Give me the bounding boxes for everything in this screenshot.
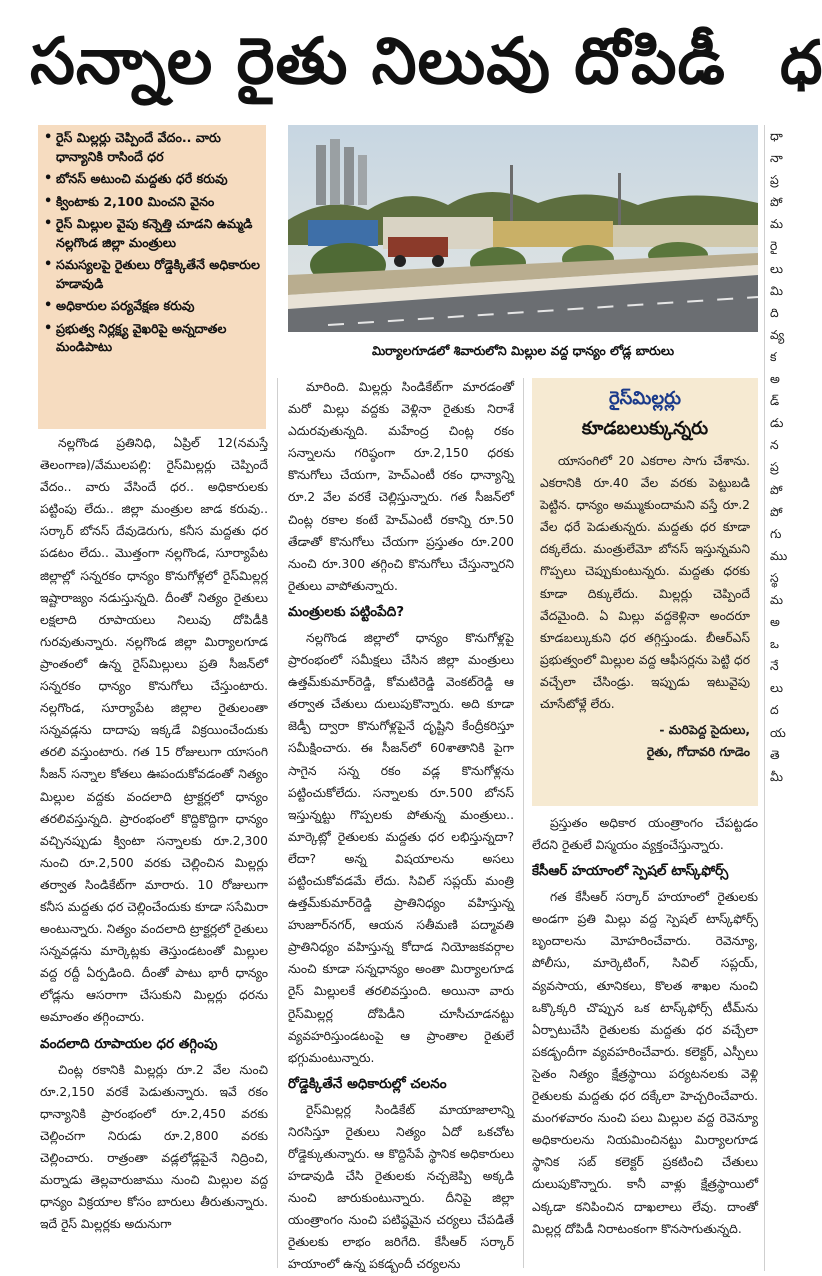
edge-fragment: మీ (770, 769, 784, 784)
highlight-item: • సమస్యలపై రైతులు రోడ్డెక్కితేనే అధికారుల హడావుడి (44, 257, 260, 291)
edge-fragment: నే (770, 659, 779, 674)
edge-fragment: అ (770, 615, 780, 630)
edge-fragment: న (770, 438, 779, 453)
edge-fragment: గు (770, 526, 782, 541)
subheading: వందలాది రూపాయల ధర తగ్గింపు (40, 1035, 218, 1052)
paragraph: ప్రస్తుతం అధికార యంత్రాంగం చేపట్టడం లేదని రైతులే విస్మయం వ్యక్తంచేస్తున్నారు. (532, 816, 758, 853)
highlight-item: • రైస్ మిల్లుల వైపు కన్నెత్తి చూడని ఉమ్మడి నల్లగొండ జిల్లా మంత్రులు (44, 216, 253, 250)
photo-caption: మిర్యాలగూడలో శివారులోని మిల్లుల వద్ద ధాన్యం లోడ్ల బారులు (371, 343, 675, 358)
paragraph: నల్లగొండ ప్రతినిధి, ఏప్రిల్ 12(నమస్తే తెలంగాణ)/వేములపల్లి: రైస్‌మిల్లర్లు చెప్పిందే వేదం.. వారు వేసిందే ధర.. అధికారులకు పట్టింపు లేదు.. జిల్లా మంత్రుల జాడ కరువు.. సర్కార్ బోనస్ దేవుడెరుగు, కనీస మద్దతు ధర పడటం లేదు.. మొత్తంగా నల్లగొండ, సూర్యాపేట జిల్లాల్లో సన్నరకం ధాన్యం కొనుగోళ్లలో రైస్‌మిల్లర్ల ఇష్టారాజ్యం నడుస్తున్నది. దీంతో నిత్యం రైతులు లక్షలాది రూపాయలు నిలువు దోపిడీకి గురవుతున్నారు. నల్లగొండ జిల్లా మిర్యాలగూడ ప్రాంతంలో ఉన్న రైస్‌మిల్లులు ప్రతి సీజన్‌లో సన్నరకం ధాన్యం కొనుగోలు చేస్తుంటారు. నల్లగొండ, సూర్యాపేట జిల్లాల రైతులంతా సన్నవడ్లను దాదాపు ఇక్కడే విక్రయించేందుకు తరలి వస్తుంటారు. గత 15 రోజులుగా యాసంగి సీజన్ సన్నాల కోతలు ఊపందుకోవడంతో నిత్యం మిల్లుల వద్దకు వందలాది ట్రాక్టర్లలో ధాన్యం తరలివస్తున్నది. ప్రారంభంలో కొద్దికొద్దిగా ధాన్యం వచ్చినప్పుడు క్వింటా సన్నాలకు రూ.2,300 నుంచి రూ.2,500 వరకు చెల్లించిన మిల్లర్లు తర్వాత సిండికేట్‌గా మారారు. 10 రోజులుగా కనీస మద్దతు ధర చెల్లించేందుకు కూడా ససేమిరా అంటున్నారు. నిత్యం వందలాది ట్రాక్టర్లలో రైతులు సన్నవడ్లను మార్కెట్లకు తెస్తుండటంతో మిల్లుల వద్ద రద్దీ ఏర్పడింది. దీంతో పాటు భారీ ధాన్యం లోడ్లను ఆసరాగా చేసుకుని మిల్లర్లు ధరను అమాంతం తగ్గించారు. (40, 436, 268, 1025)
article-column-2 (288, 376, 514, 1272)
bullet-icon: • (44, 298, 53, 313)
edge-fragment: లు (770, 681, 783, 696)
edge-fragment: ధా (770, 129, 783, 143)
quote-box-subtitle: కూడబలుక్కున్నరు (581, 418, 709, 439)
bullet-icon: • (44, 130, 53, 145)
edge-fragment: డు (770, 416, 784, 431)
subheading: రోడ్డెక్కితేనే అధికారుల్లో చలనం (288, 1075, 447, 1092)
edge-fragment: పో (770, 504, 783, 519)
column-divider (523, 378, 524, 1268)
edge-fragment: ప్ర (770, 173, 779, 188)
bullet-icon: • (44, 193, 53, 209)
adjacent-headline-fragment: ధ (780, 28, 822, 98)
bullet-icon: • (44, 257, 53, 272)
edge-fragment: మ (770, 592, 784, 607)
edge-fragment: ప్ర (770, 460, 779, 475)
edge-fragment: ది (770, 305, 779, 320)
edge-fragment: మ (770, 217, 784, 232)
edge-fragment: ఒ (770, 637, 779, 652)
quote-box-title: రైస్‌మిల్లర్లు (608, 388, 682, 409)
highlight-item: • ప్రభుత్వ నిర్లక్ష్య వైఖరిపై అన్నదాతల మండిపాటు (44, 320, 227, 354)
paragraph: రైస్‌మిల్లర్ల సిండికేట్ మాయాజాలాన్ని నిరసిస్తూ రైతులు నిత్యం ఏదో ఒకచోట రోడ్డెక్కుతున్నారు. ఆ కొద్దిసేపే స్థానిక అధికారులు హడావుడి చేసి రైతులకు నచ్చజెప్పి అక్కడి నుంచి జారుకుంటున్నారు. దీనిపై జిల్లా యంత్రాంగం నుంచి పటిష్ఠమైన చర్యలు చేపడితే రైతులకు లాభం జరిగేది. కేసీఆర్ సర్కార్ హయాంలో ఉన్న పకడ్బందీ చర్యలను (288, 1102, 514, 1272)
highlight-item: • క్వింటాకు 2,100 మించని వైనం (44, 193, 260, 212)
paragraph: గత కేసీఆర్ సర్కార్ హయాంలో రైతులకు అండగా ప్రతి మిల్లు వద్ద స్పెషల్ టాస్క్‌ఫోర్స్ బృందాలను మోహరించేవారు. రెవెన్యూ, పోలీసు, మార్కెటింగ్, సివిల్ సప్లయ్, వ్యవసాయ, తూనికలు, కొలత శాఖల నుంచి ఒక్కొక్కరి చొప్పున ఒక టాస్క్‌ఫోర్స్ టీమ్‌ను ఏర్పాటుచేసి రైతులకు మద్దతు ధర వచ్చేలా పకడ్బందీగా వ్యవహరించేవారు. కలెక్టర్, ఎస్పీలు సైతం నిత్యం క్షేత్రస్థాయి పర్యటనలకు వెళ్లి రైతులకు మద్దతు ధర దక్కేలా హెచ్చరించేవారు. మంగళవారం నుంచి పలు మిల్లుల వద్ద రెవెన్యూ అధికారులను నియమించినట్టు మిర్యాలగూడ స్థానిక సబ్ కలెక్టర్ ప్రకటించి చేతులు దులుపుకొన్నారు. కానీ వాళ్లు క్షేత్రస్థాయిలో ఎక్కడా కనిపించిన దాఖలాలు లేవు. దాంతో మిల్లర్ల దోపిడీ నిరాటంకంగా కొనసాగుతున్నది. (532, 890, 758, 1236)
paragraph: చింట్ల రకానికి మిల్లర్లు రూ.2 వేల నుంచి రూ.2,150 వరకే పెడుతున్నారు. ఇవే రకం ధాన్యానికి ప్రారంభంలో రూ.2,450 వరకు చెల్లించగా నిరుడు రూ.2,800 వరకు చెల్లించారు. రాత్రంతా వడ్లలోడ్లపైనే నిద్రించి, మర్నాడు తెల్లవారుజాము నుంచి మిల్లుల వద్ద ధాన్యం విక్రయాల కోసం బారులు తీరుతున్నారు. ఇదే రైస్ మిల్లర్లకు అదునుగా (40, 1062, 268, 1232)
edge-fragment: మి (770, 283, 784, 298)
farmer-quote-box (532, 378, 758, 806)
quote-box-body: యాసంగిలో 20 ఎకరాల సాగు చేశాను. ఎకరానికి రూ.40 వేల వరకు పెట్టుబడి పెట్టిన. ధాన్యం అమ్ముకుందామని వస్తే రూ.2 వేల ధరే పెడుతున్నరు. మద్దతు ధర కూడా దక్కలేదు. మంత్రులేమో బోనస్ ఇస్తున్నమని గొప్పలు చెప్పుకుంటున్నరు. మద్దతు ధరకు కూడా దిక్కులేదు. మిల్లర్లు చెప్పిందే వేదమైంది. ఏ మిల్లు వద్దకెళ్లినా అందరూ కూడబల్కుకుని ధర తగ్గిస్తుండు. బీఆర్‌ఎస్ ప్రభుత్వంలో మిల్లుల వద్ద ఆఫీసర్లను పెట్టి ధర వచ్చేలా చేసిండ్రు. ఇప్పుడు ఇటువైపు చూసేటోళ్లే లేరు. (540, 454, 750, 712)
paragraph: నల్లగొండ జిల్లాలో ధాన్యం కొనుగోళ్లపై ప్రారంభంలో సమీక్షలు చేసిన జిల్లా మంత్రులు ఉత్తమ్‌కుమార్‌రెడ్డి, కోమటిరెడ్డి వెంకట్‌రెడ్డి ఆ తర్వాత చేతులు దులుపుకొన్నారు. అది కూడా జెడ్పీ ద్వారా కొనుగోళ్లపైనే దృష్టిని కేంద్రీకరిస్తూ సమీక్షించారు. ఈ సీజన్‌లో 60శాతానికి పైగా సాగైన సన్న రకం వడ్ల కొనుగోళ్లను పట్టించుకోలేదు. సన్నాలకు రూ.500 బోనస్ ఇస్తున్నట్టు గొప్పలకు పోతున్న మంత్రులు.. మార్కెట్లో రైతులకు మద్దతు ధర లభిస్తున్నదా? లేదా? అన్న విషయాలను అసలు పట్టించుకోవడమే లేదు. సివిల్ సప్లయ్ మంత్రి ఉత్తమ్‌కుమార్‌రెడ్డి ప్రాతినిధ్యం వహిస్తున్న హుజూర్‌నగర్, ఆయన సతీమణి పద్మావతి ప్రాతినిధ్యం వహిస్తున్న కోదాడ నియోజకవర్గాల నుంచి కూడా సన్నధాన్యం అంతా మిర్యాలగూడ రైస్ మిల్లులకే తరలివస్తుంది. అయినా వారు రైస్‌మిల్లర్ల దోపిడీని చూసీచూడనట్టు వ్యవహరిస్తుండటంపై ఆ ప్రాంతాల రైతులే భగ్గుమంటున్నారు. (288, 630, 514, 1065)
subheading: మంత్రులకు పట్టింపేది? (288, 603, 405, 620)
edge-fragment: ము (770, 548, 788, 563)
edge-fragment: ద (770, 703, 779, 718)
edge-fragment: పో (770, 195, 783, 210)
edge-fragment: తె (770, 747, 780, 762)
edge-fragment: పో (770, 482, 783, 497)
quote-signature: - మరిపెద్ద సైదులు, రైతు, గోదావరి గూడెం (646, 723, 750, 760)
highlight-item: • రైస్ మిల్లర్లు చెప్పిందే వేదం.. వారు ధాన్యానికి రాసిందే ధర (44, 130, 221, 164)
bullet-icon: • (44, 216, 53, 231)
edge-fragment: నా (770, 151, 783, 166)
column-divider (764, 125, 765, 1271)
edge-fragment: లు (770, 261, 783, 276)
edge-fragment: స్థ (770, 570, 779, 585)
highlight-item: • బోనస్ అటుంచి మద్దతు ధరే కరువు (44, 170, 260, 189)
edge-fragment: య (770, 725, 786, 740)
edge-fragment: క (770, 349, 777, 364)
news-photo (288, 125, 758, 332)
bullet-icon: • (44, 171, 53, 186)
bullet-icon: • (44, 320, 53, 336)
photo-illustration (288, 125, 758, 332)
edge-fragment: అ (770, 372, 780, 387)
column-divider (277, 378, 278, 1268)
edge-fragment: వ్య (770, 327, 785, 342)
edge-fragment: డ్ (770, 394, 780, 409)
subheading: కేసీఆర్ హయాంలో స్పెషల్ టాస్క్‌ఫోర్స్ (532, 863, 729, 880)
adjacent-article-edge (770, 125, 800, 1271)
highlights-box (38, 125, 266, 429)
edge-fragment: రై (770, 239, 778, 254)
article-column-3 (532, 812, 758, 1268)
highlight-item: • అధికారుల పర్యవేక్షణ కరువు (44, 297, 260, 316)
paragraph: మారింది. మిల్లర్లు సిండికేట్‌గా మారడంతో మరో మిల్లు వద్దకు వెళ్లినా రైతుకు నిరాశే ఎదురవుతున్నది. మహేంద్ర చింట్ల రకం సన్నాలను గరిష్ఠంగా రూ.2,150 ధరకు కొనుగోలు చేయగా, హెచ్‌ఎంటీ రకం ధాన్యాన్ని రూ.2 వేల వరకే చెల్లిస్తున్నారు. గత సీజన్‌లో చింట్ల రకాల కంటే హెచ్‌ఎంటీ రకాన్ని రూ.50 తేడాతో కొనుగోలు చేయగా ప్రస్తుతం రూ.200 నుంచి రూ.300 తగ్గించి కొనుగోలు చేస్తున్నారని రైతులు వాపోతున్నారు. (288, 380, 514, 593)
article-column-1 (40, 432, 268, 1268)
headline: సన్నాల రైతు నిలువు దోపిడీ (30, 25, 726, 99)
